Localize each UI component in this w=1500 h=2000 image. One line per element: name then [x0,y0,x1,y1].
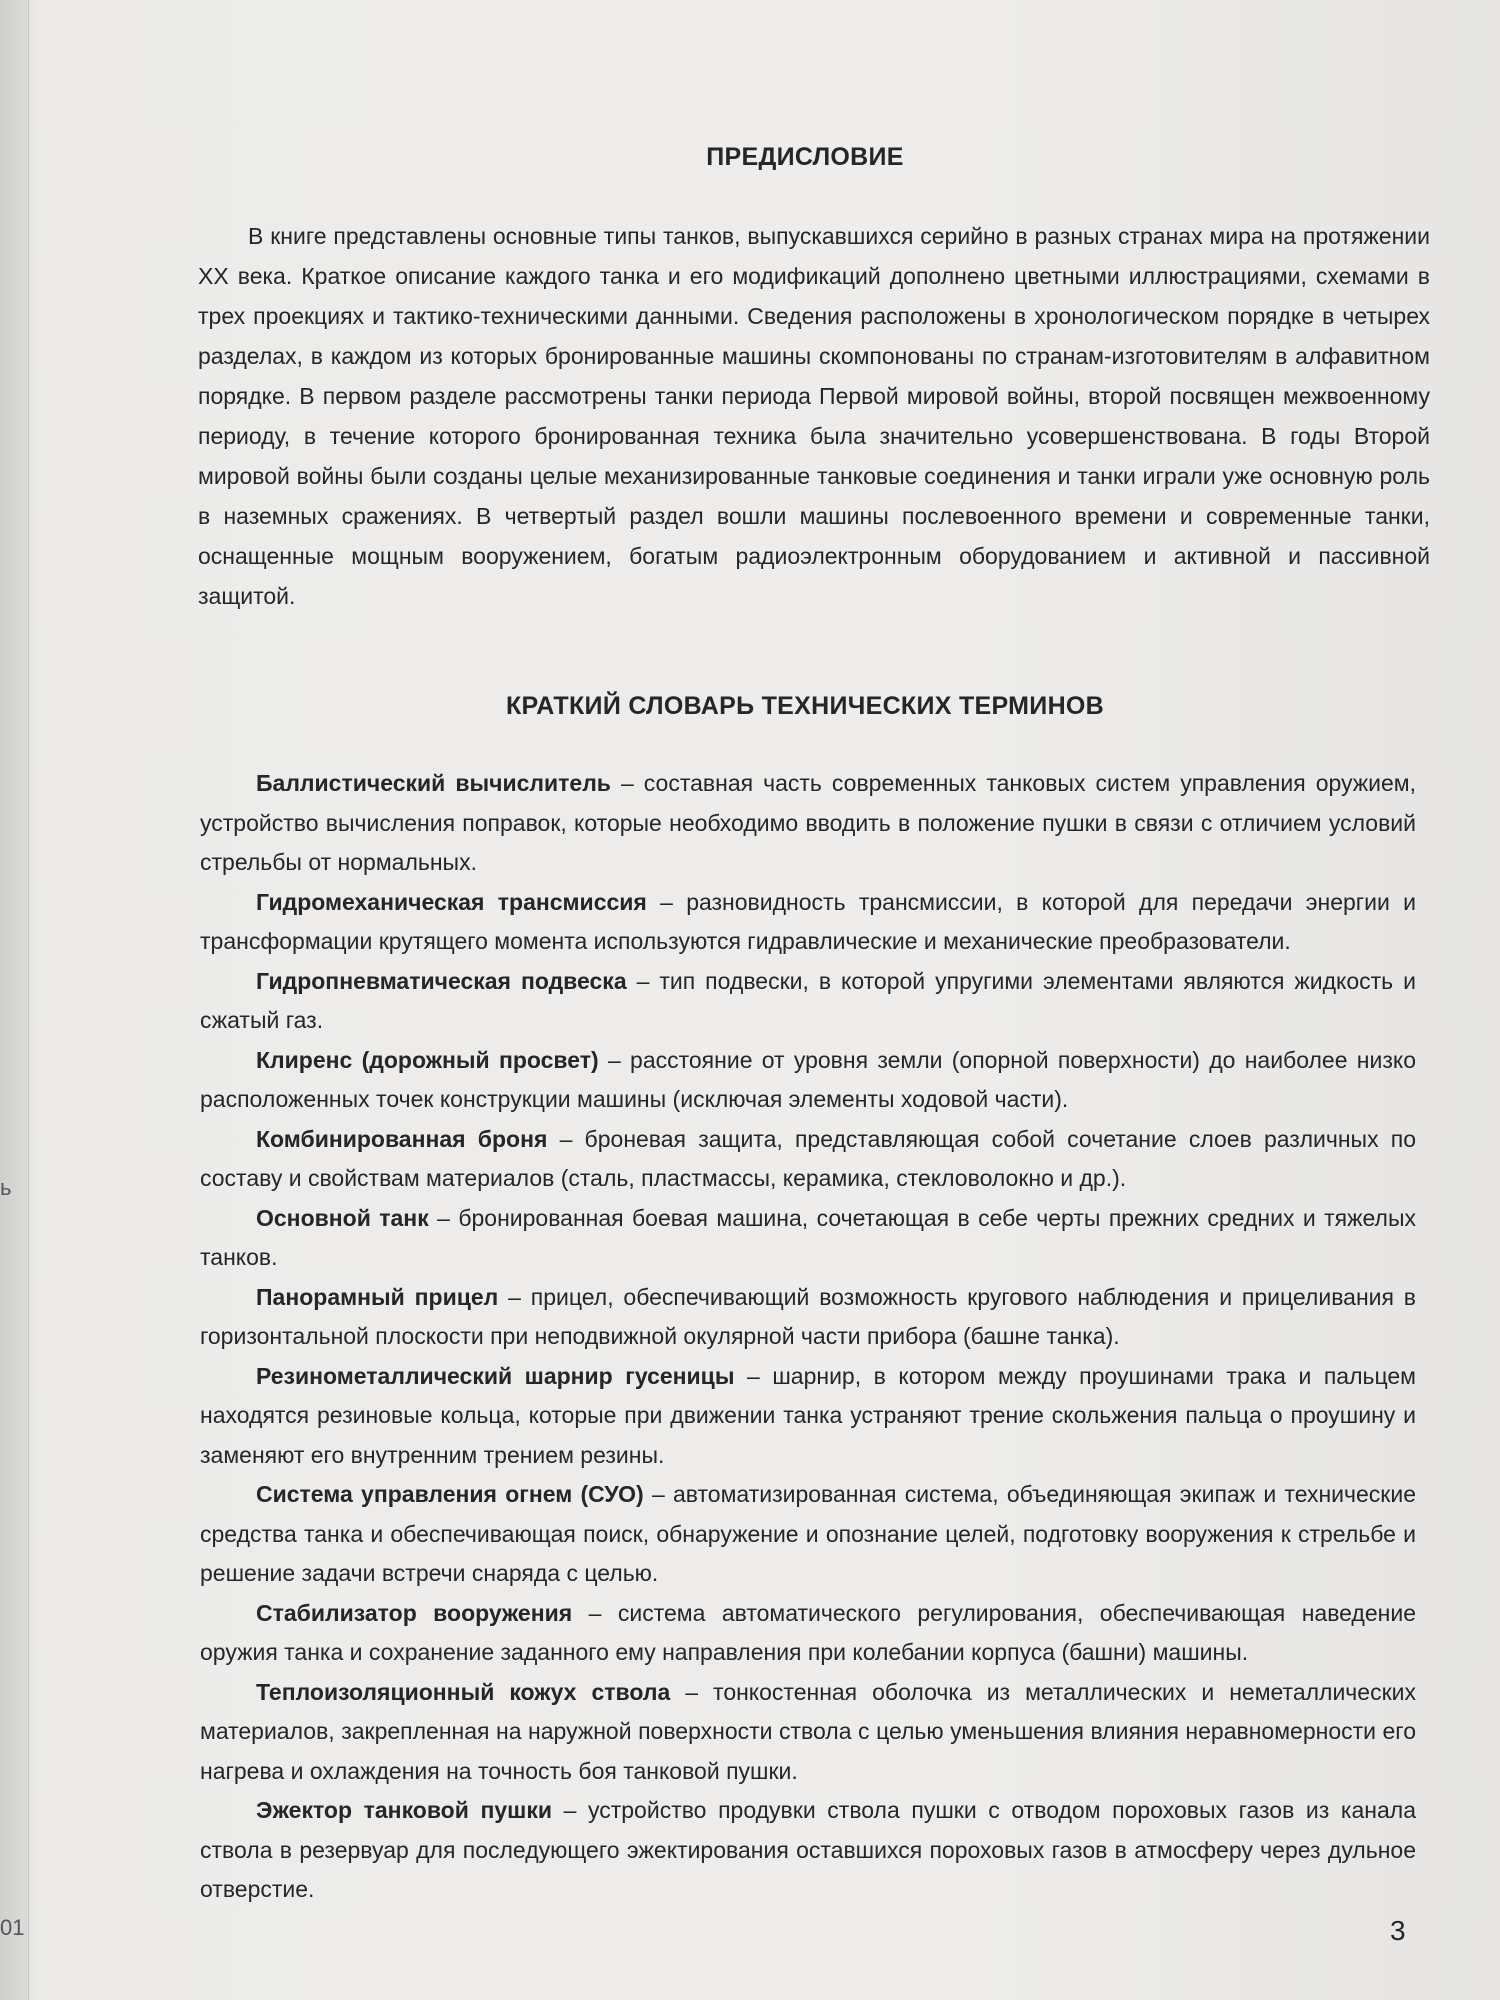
glossary-term: Гидропневматическая подвеска [256,967,627,994]
glossary-term: Основной танк [256,1204,429,1231]
glossary-definition: – расстояние от уровня земли (опорной поверхности) до наиболее низко расположенных точек конструкции машины (исключая элементы ходовой части). [200,1046,1417,1112]
glossary-term: Стабилизатор вооружения [256,1599,573,1626]
glossary-term: Комбинированная броня [256,1125,548,1152]
glossary-entry [200,1041,1416,1120]
glossary-term: Гидромеханическая трансмиссия [256,888,647,915]
glossary-definition: – тип подвески, в которой упругими элементами являются жидкость и сжатый газ. [200,967,1416,1033]
preface-text: В книге представлены основные типы танков, выпускавшихся серийно в разных странах мира на протяжении XX века. Краткое описание каждого танка и его модификаций дополнено цветными иллюстрациями, схемами в трех проекциях и тактико-техническими данными. Сведения расположены в хронологическом порядке в четырех разделах, в каждом из которых бронированные машины скомпонованы по странам-изготовителям в алфавитном порядке. В первом разделе рассмотрены танки периода Первой мировой войны, второй посвящен межвоенному периоду, в течение которого бронированная техника была значительно усовершенствована. В годы Второй мировой войны были созданы целые механизированные танковые соединения и танки играли уже основную роль в наземных сражениях. В четвертый раздел вошли машины послевоенного времени и современные танки, оснащенные мощным вооружением, богатым радиоэлектронным оборудованием и активной и пассивной защитой. [198,223,1430,609]
glossary-entry [200,1278,1416,1357]
previous-page-edge [0,0,29,2000]
glossary-term: Панорамный прицел [256,1283,499,1310]
glossary-definition: – система автоматического регулирования, обеспечивающая наведение оружия танка и сохранение заданного ему направления при колебании корпуса (башни) машины. [200,1599,1416,1665]
glossary-entry [200,1791,1416,1910]
glossary-definition: – тонкостенная оболочка из металлических и неметаллических материалов, закрепленная на наружной поверхности ствола с целью уменьшения влияния неравномерности его нагрева и охлаждения на точность боя танковой пушки. [200,1678,1416,1784]
glossary-definition: – прицел, обеспечивающий возможность кругового наблюдения и прицеливания в горизонтальной плоскости при неподвижной окулярной части прибора (башне танка). [200,1283,1417,1349]
glossary-definition: – шарнир, в котором между проушинами трака и пальцем находятся резиновые кольца, которые при движении танка устраняют трение скольжения пальца о проушину и заменяют его внутренним трением резины. [200,1362,1416,1468]
glossary-list [200,764,1416,1910]
glossary-term: Эжектор танковой пушки [256,1797,552,1823]
glossary-term: Баллистический вычислитель [256,770,611,796]
glossary-entry [200,1120,1416,1199]
glossary-term: Система управления огнем (СУО) [256,1481,644,1507]
glossary-entry [200,1594,1416,1673]
glossary-definition: – автоматизированная система, объединяющая экипаж и технические средства танка и обеспечивающая поиск, обнаружение и опознание целей, подготовку вооружения к стрельбе и решение задачи встречи снаряда с целью. [200,1481,1417,1586]
glossary-definition: – разновидность трансмиссии, в которой для передачи энергии и трансформации крутящего момента используются гидравлические и механические преобразователи. [200,888,1416,954]
glossary-entry [200,764,1416,883]
glossary-term: Резинометаллический шарнир гусеницы [256,1362,735,1389]
glossary-entry [200,962,1416,1041]
glossary-title: КРАТКИЙ СЛОВАРЬ ТЕХНИЧЕСКИХ ТЕРМИНОВ [505,692,1105,720]
glossary-definition: – устройство продувки ствола пушки с отводом пороховых газов из канала ствола в резервуар для последующего эжектирования оставшихся пороховых газов в атмосферу через дульное отверстие. [200,1797,1416,1902]
glossary-entry [200,1673,1416,1792]
glossary-term: Клиренс (дорожный просвет) [256,1046,599,1073]
glossary-definition: – броневая защита, представляющая собой сочетание слоев различных по составу и свойствам материалов (сталь, пластмассы, керамика, стекловолокно и др.). [200,1125,1416,1191]
page-number: 3 [1390,1915,1406,1946]
edge-mark: 01 [0,1915,25,1940]
glossary-term: Теплоизоляционный кожух ствола [256,1678,671,1705]
glossary-entry [200,1475,1416,1594]
preface-title: ПРЕДИСЛОВИЕ [706,143,904,171]
edge-mark: ь [0,1175,12,1200]
glossary-entry [200,1199,1416,1278]
glossary-definition: – составная часть современных танковых систем управления оружием, устройство вычисления поправок, которые необходимо вводить в положение пушки в связи с отличием условий стрельбы от нормальных. [200,770,1417,875]
glossary-entry [200,883,1416,962]
glossary-entry [200,1357,1416,1476]
glossary-definition: – бронированная боевая машина, сочетающая в себе черты прежних средних и тяжелых танков. [200,1204,1416,1270]
